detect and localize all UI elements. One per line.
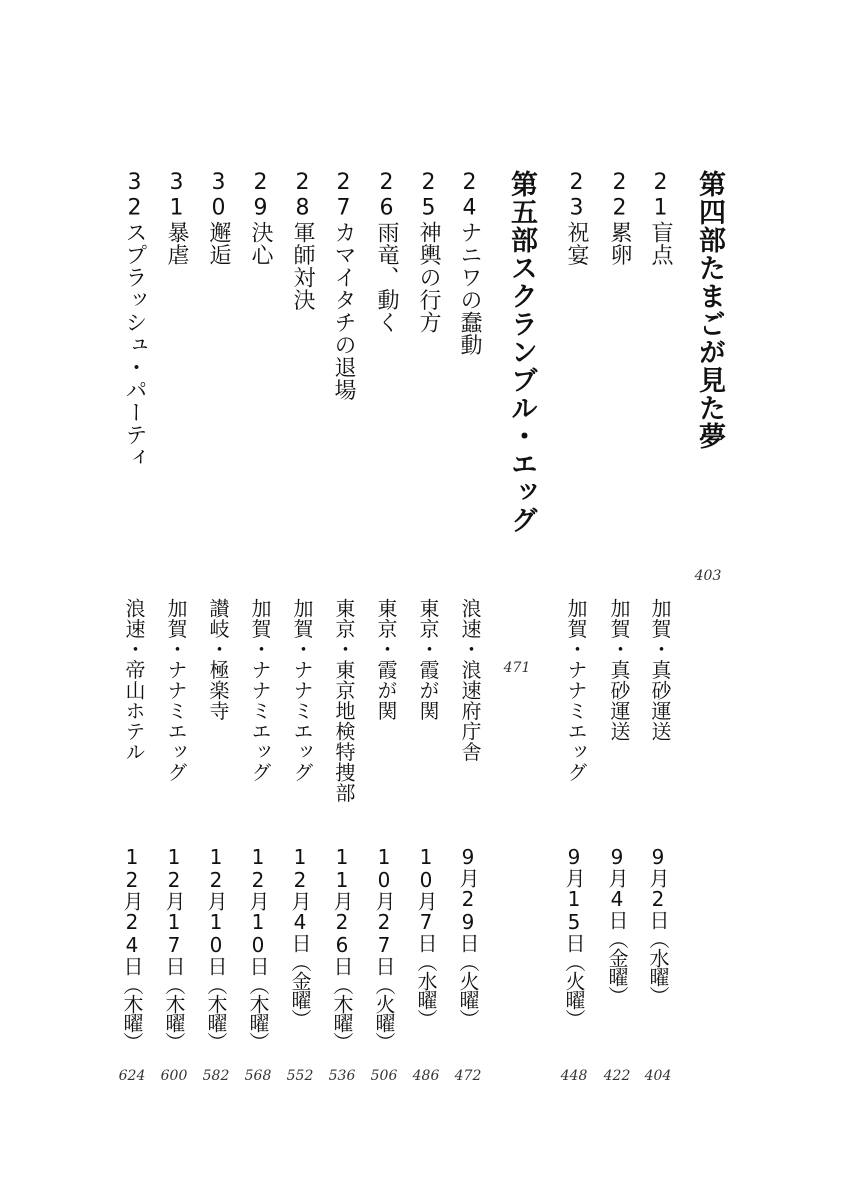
date-month-day: 12月10日 [246,845,270,975]
chapter-location: 加賀・ナナミエッグ [564,598,588,783]
chapter-location: 浪速・帝山ホテル [122,598,146,762]
date-month-day: 12月4日 [288,845,312,952]
date-weekday: （水曜） [414,952,438,1028]
chapter-page-number: 600 [160,1068,188,1084]
chapter-entry [203,170,234,266]
chapter-entry [371,170,402,334]
date-month-day: 11月26日 [330,845,354,975]
chapter-date [648,845,668,1005]
date-weekday: （火曜） [562,952,586,1028]
chapter-date [290,845,310,1028]
chapter-entry [454,170,485,356]
chapter-title: 暴虐 [164,221,189,266]
date-month-day: 12月24日 [120,845,144,975]
date-weekday: （金曜） [288,952,312,1028]
chapter-date [564,845,584,1028]
date-weekday: （金曜） [605,929,629,1005]
chapter-date [416,845,436,1028]
date-month-day: 9月2日 [646,845,670,929]
date-weekday: （木曜） [330,975,354,1051]
date-weekday: （木曜） [204,975,228,1051]
chapter-entry [413,170,444,334]
date-month-day: 12月10日 [204,845,228,975]
date-month-day: 12月17日 [162,845,186,975]
chapter-date [248,845,268,1051]
date-month-day: 10月7日 [414,845,438,952]
chapter-date [374,845,394,1051]
chapter-title: 雨竜、動く [374,221,399,334]
chapter-number: 30 [206,170,231,221]
chapter-page-number: 486 [412,1068,440,1084]
date-month-day: 10月27日 [372,845,396,975]
chapter-page-number: 552 [286,1068,314,1084]
chapter-page-number: 472 [454,1068,482,1084]
chapter-page-number: 624 [118,1068,146,1084]
part-heading-4 [690,170,729,450]
chapter-location: 東京・霞が関 [416,598,440,721]
chapter-page-number: 506 [370,1068,398,1084]
date-weekday: （水曜） [646,929,670,1005]
chapter-title: 祝宴 [564,221,589,266]
chapter-title: スプラッシュ・パーティ [122,221,147,469]
chapter-page-number: 582 [202,1068,230,1084]
chapter-date [206,845,226,1051]
chapter-number: 24 [457,170,482,221]
chapter-title: カマイタチの退場 [331,221,356,401]
date-month-day: 9月15日 [562,845,586,952]
chapter-date [607,845,627,1005]
chapter-entry [245,170,276,266]
chapter-date [458,845,478,1028]
chapter-entry [287,170,318,311]
date-weekday: （火曜） [456,952,480,1028]
chapter-entry [561,170,592,266]
chapter-location: 加賀・真砂運送 [607,598,631,742]
chapter-number: 25 [416,170,441,221]
chapter-entry [604,170,635,266]
date-weekday: （火曜） [372,975,396,1051]
part-title: たまごが見た夢 [694,254,725,450]
chapter-location: 東京・霞が関 [374,598,398,721]
date-month-day: 9月4日 [605,845,629,929]
chapter-title: 盲点 [648,221,673,266]
chapter-title: 決心 [248,221,273,266]
chapter-title: 神輿の行方 [416,221,441,334]
part-page-number: 403 [694,568,722,584]
chapter-date [164,845,184,1051]
part-label: 第五部 [506,170,537,254]
part-label: 第四部 [694,170,725,254]
chapter-title: 邂逅 [206,221,231,266]
chapter-title: ナニワの蠢動 [457,221,482,356]
date-weekday: （木曜） [246,975,270,1051]
date-month-day: 9月29日 [456,845,480,952]
chapter-date [332,845,352,1051]
chapter-number: 23 [564,170,589,221]
chapter-page-number: 422 [603,1068,631,1084]
chapter-title: 累卵 [607,221,632,266]
chapter-number: 28 [290,170,315,221]
date-weekday: （木曜） [162,975,186,1051]
chapter-location: 加賀・真砂運送 [648,598,672,742]
chapter-date [122,845,142,1051]
chapter-location: 讃岐・極楽寺 [206,598,230,721]
chapter-location: 浪速・浪速府庁舎 [458,598,482,762]
chapter-location: 加賀・ナナミエッグ [248,598,272,783]
part-heading-5 [502,170,541,534]
chapter-page-number: 568 [244,1068,272,1084]
chapter-number: 31 [164,170,189,221]
chapter-number: 22 [607,170,632,221]
chapter-location: 東京・東京地検特捜部 [332,598,356,803]
part-page-number: 471 [503,660,531,676]
chapter-number: 26 [374,170,399,221]
chapter-entry [161,170,192,266]
chapter-number: 27 [331,170,356,221]
chapter-entry [119,170,150,469]
chapter-location: 加賀・ナナミエッグ [164,598,188,783]
chapter-number: 32 [122,170,147,221]
date-weekday: （木曜） [120,975,144,1051]
chapter-title: 軍師対決 [290,221,315,311]
chapter-page-number: 536 [328,1068,356,1084]
chapter-page-number: 404 [644,1068,672,1084]
chapter-number: 29 [248,170,273,221]
chapter-location: 加賀・ナナミエッグ [290,598,314,783]
part-title: スクランブル・エッグ [506,254,537,534]
chapter-entry [328,170,359,401]
chapter-page-number: 448 [560,1068,588,1084]
chapter-entry [645,170,676,266]
chapter-number: 21 [648,170,673,221]
